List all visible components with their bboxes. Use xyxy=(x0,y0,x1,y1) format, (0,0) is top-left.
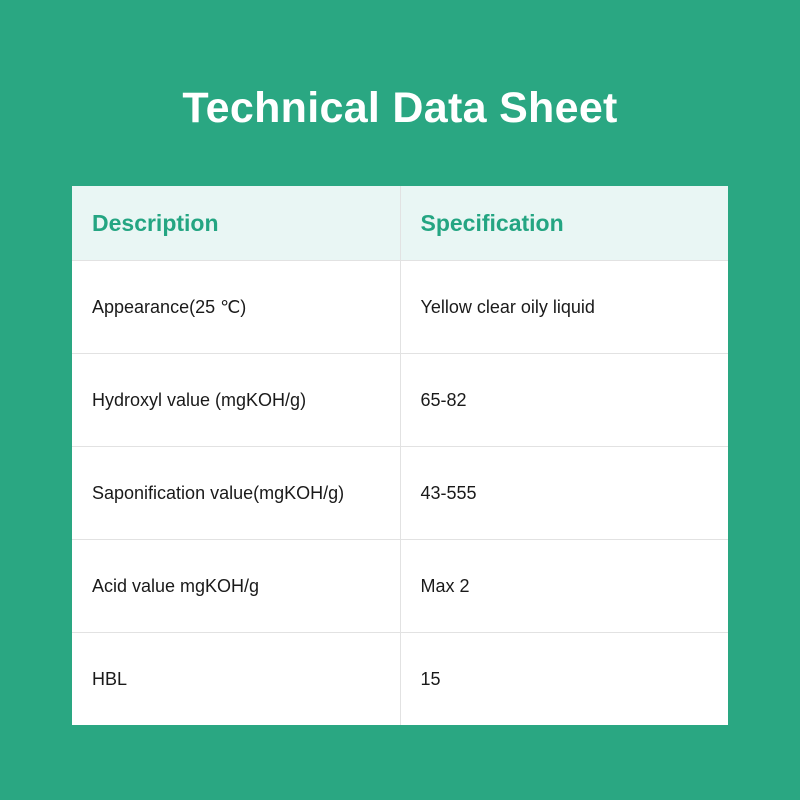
spec-table xyxy=(72,186,728,725)
column-header-specification: Specification xyxy=(400,186,728,261)
spec-table-head xyxy=(72,186,728,261)
cell-description: Acid value mgKOH/g xyxy=(72,540,400,633)
table-row xyxy=(72,261,728,354)
cell-specification: 43-555 xyxy=(400,447,728,540)
page-title: Technical Data Sheet xyxy=(182,84,618,132)
column-header-description: Description xyxy=(72,186,400,261)
cell-description: HBL xyxy=(72,633,400,726)
cell-specification: 65-82 xyxy=(400,354,728,447)
cell-specification: 15 xyxy=(420,668,441,689)
cell-specification: Yellow clear oily liquid xyxy=(400,261,728,354)
table-row xyxy=(72,354,728,447)
table-row xyxy=(72,540,728,633)
cell-description: Saponification value(mgKOH/g) xyxy=(72,447,400,540)
table-header-row xyxy=(72,186,728,261)
table-row xyxy=(72,633,728,726)
cell-specification: Max 2 xyxy=(400,540,728,633)
cell-description: Appearance(25 ℃) xyxy=(72,261,400,354)
cell-description: Hydroxyl value (mgKOH/g) xyxy=(72,354,400,447)
spec-table-body xyxy=(72,261,728,726)
spec-table-container xyxy=(72,186,728,725)
table-row xyxy=(72,447,728,540)
